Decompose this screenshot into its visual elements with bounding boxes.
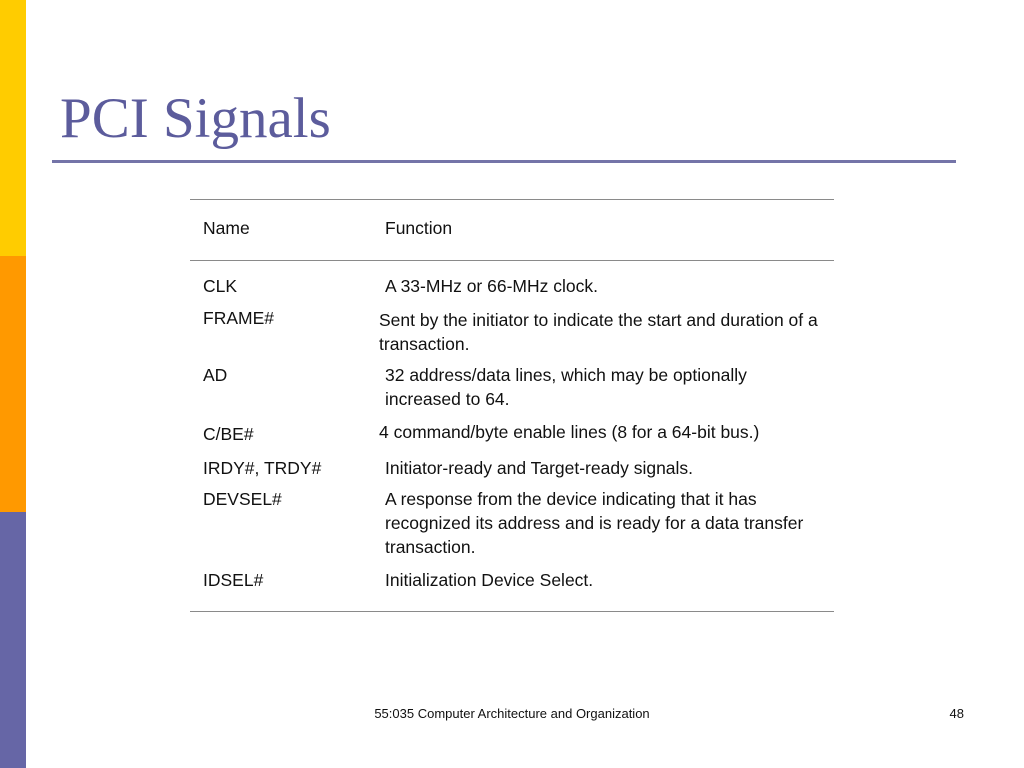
signals-table bbox=[190, 199, 834, 612]
row-name-clk: CLK bbox=[203, 276, 238, 296]
row-function-frame: Sent by the initiator to indicate the start and duration of a transaction. bbox=[379, 310, 818, 354]
side-bar-orange-segment bbox=[0, 256, 26, 512]
table-body bbox=[190, 261, 834, 611]
header-name: Name bbox=[203, 218, 250, 238]
side-bar-yellow-segment bbox=[0, 0, 26, 256]
row-function-cbe: 4 command/byte enable lines (8 for a 64-bit bus.) bbox=[379, 422, 760, 442]
footer-course-title: 55:035 Computer Architecture and Organization bbox=[374, 706, 650, 721]
row-function-clk: A 33-MHz or 66-MHz clock. bbox=[385, 276, 598, 296]
row-name-frame: FRAME# bbox=[203, 308, 274, 328]
row-name-irdy-trdy: IRDY#, TRDY# bbox=[203, 458, 322, 478]
row-name-devsel: DEVSEL# bbox=[203, 489, 282, 509]
header-function: Function bbox=[385, 218, 453, 238]
title-underline bbox=[52, 160, 956, 163]
slide-title: PCI Signals bbox=[60, 87, 331, 150]
page-number: 48 bbox=[949, 706, 964, 721]
row-function-idsel: Initialization Device Select. bbox=[385, 570, 594, 590]
decorative-side-bar bbox=[0, 0, 26, 768]
table-header bbox=[190, 200, 834, 261]
side-bar-purple-segment bbox=[0, 512, 26, 768]
row-name-cbe: C/BE# bbox=[203, 424, 254, 444]
row-function-irdy-trdy: Initiator-ready and Target-ready signals. bbox=[385, 458, 694, 478]
row-function-devsel: A response from the device indicating that it has recognized its address and is ready for a data transfer transaction. bbox=[385, 489, 804, 557]
row-name-ad: AD bbox=[203, 365, 228, 385]
row-name-idsel: IDSEL# bbox=[203, 570, 264, 590]
row-function-ad: 32 address/data lines, which may be optionally increased to 64. bbox=[385, 365, 747, 409]
